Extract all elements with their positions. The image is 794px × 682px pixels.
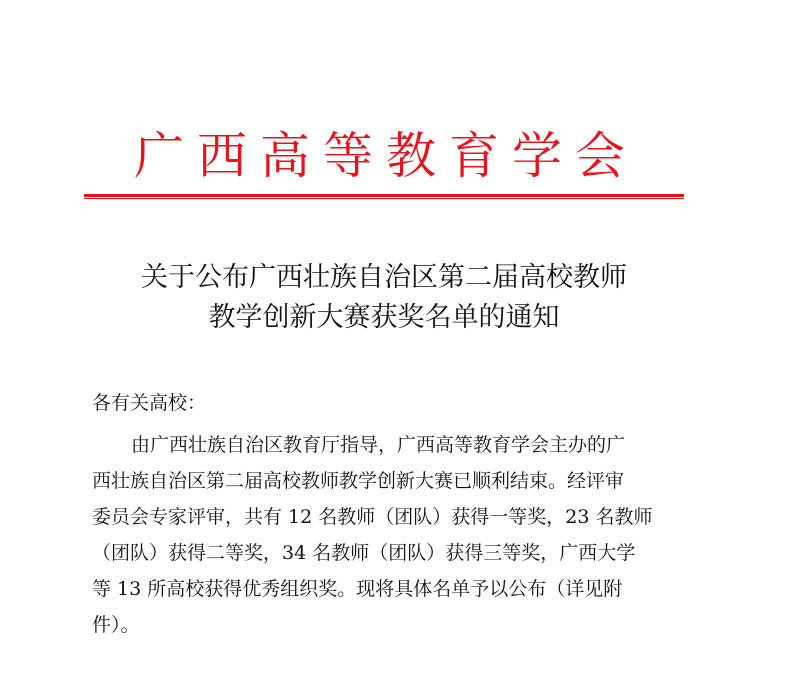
body-line: 委员会专家评审，共有 12 名教师（团队）获得一等奖，23 名教师 xyxy=(92,506,653,528)
document-title-line-1: 关于公布广西壮族自治区第二届高校教师 xyxy=(141,262,627,293)
letterhead-red-rule-thin xyxy=(84,198,684,199)
body-line: 由广西壮族自治区教育厅指导，广西高等教育学会主办的广 xyxy=(131,434,626,456)
body-line: 等 13 所高校获得优秀组织奖。现将具体名单予以公布（详见附 xyxy=(92,578,623,600)
document-title xyxy=(84,258,684,338)
letterhead-org-name: 广西高等教育学会 xyxy=(134,127,638,185)
document-title-line-2: 教学创新大赛获奖名单的通知 xyxy=(208,302,560,333)
body-line: （团队）获得二等奖，34 名教师（团队）获得三等奖，广西大学 xyxy=(92,542,636,564)
letterhead-red-rule xyxy=(84,194,684,197)
salutation: 各有关高校： xyxy=(92,392,207,414)
body-paragraph xyxy=(92,427,704,643)
body-line: 件）。 xyxy=(92,614,140,636)
body-line: 西壮族自治区第二届高校教师教学创新大赛已顺利结束。经评审 xyxy=(92,470,625,492)
